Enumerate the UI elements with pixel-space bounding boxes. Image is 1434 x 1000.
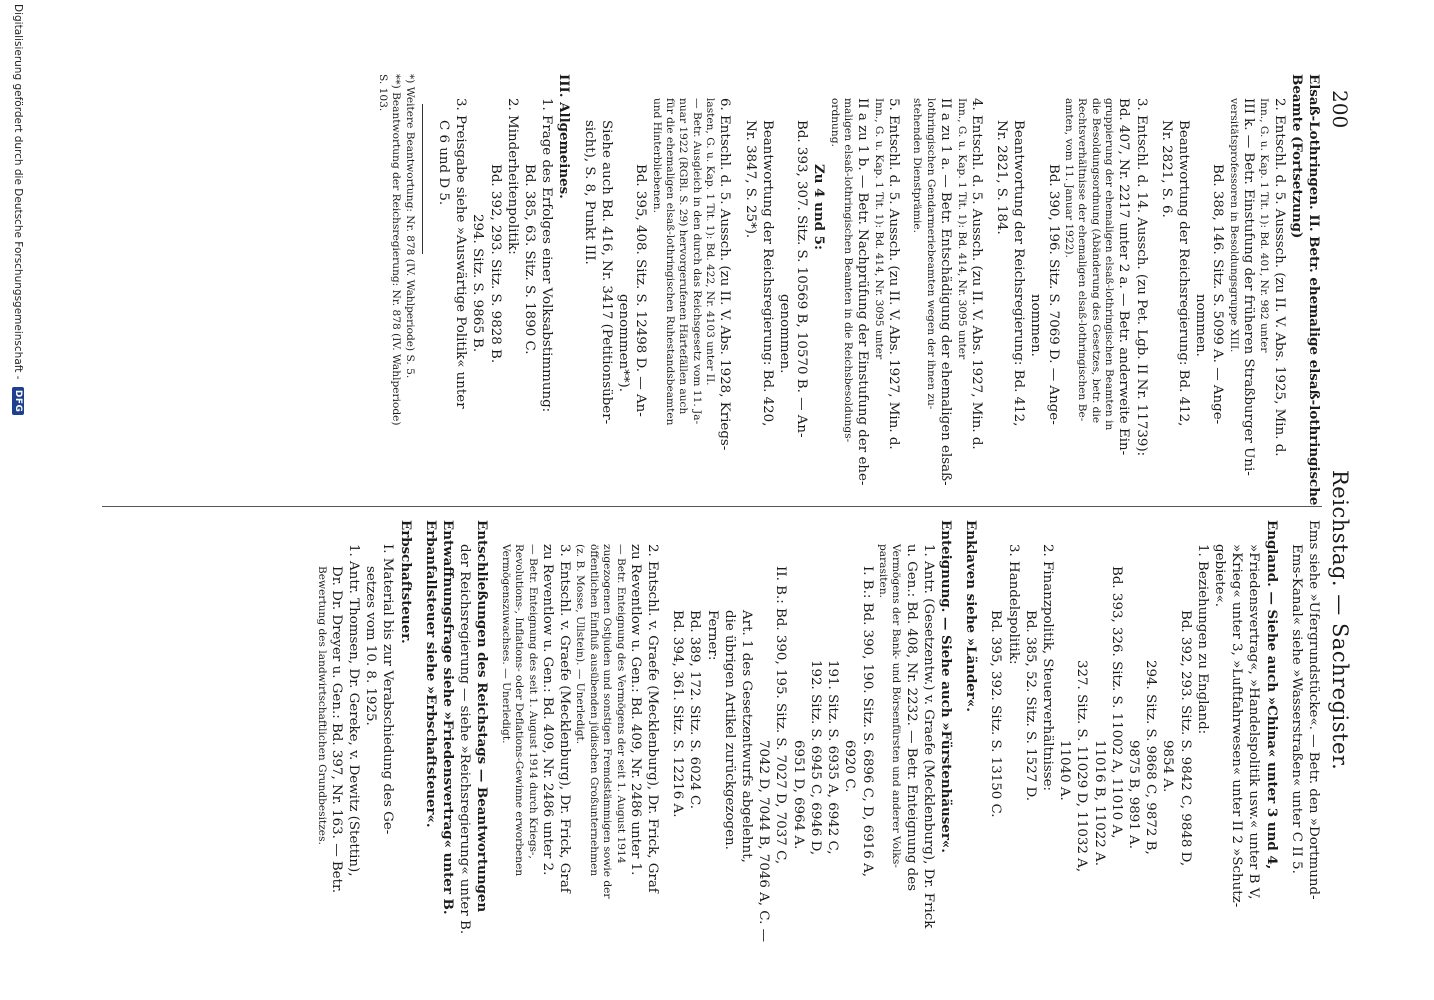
right-line: Bd. 393, 326. Sitz. S. 11002 A, 11010 A, bbox=[1108, 566, 1124, 839]
left-line: 294. Sitz. S. 9865 B. bbox=[470, 214, 486, 353]
left-line: Bd. 393, 307. Sitz. S. 10569 B, 10570 B. — An- bbox=[794, 120, 810, 438]
left-line: 2. Entschl. d. 5. Ausssch. (zu II. V. Abs. 1925, Min. d. bbox=[1271, 98, 1287, 457]
left-line: Inn., G. u. Kap. 1 Tit. 1): Bd. 414, Nr. 3095 unter bbox=[872, 98, 885, 360]
right-line: — Betr. Enteignung des seit 1. August 1914 durch Kriegs-, bbox=[526, 544, 539, 859]
right-line: Bewertung des landwirtschaftlichen Grundbesitzes. bbox=[315, 566, 328, 845]
right-line: 294. Sitz. S. 9868 C, 9872 B, bbox=[1143, 660, 1159, 855]
right-line: zu Reventlow u. Gen.: Bd. 409, Nr. 2486 unter 2. bbox=[539, 544, 555, 876]
right-line: — Betr. Enteignung des Vermögens der seit 1. August 1914 bbox=[614, 544, 627, 864]
right-line: 192. Sitz. S. 6945 C, 6946 D, bbox=[807, 660, 823, 856]
left-line: Beantwortung der Reichsregierung: Bd. 420, bbox=[759, 120, 775, 427]
left-line: Bd. 390, 196. Sitz. S. 7069 D. — Ange- bbox=[1045, 164, 1061, 425]
right-line bbox=[954, 520, 962, 960]
right-line: Bd. 389, 172. Sitz. S. 6024 C. bbox=[687, 610, 703, 810]
right-line: 9875 B, 9891 A. bbox=[1125, 740, 1141, 849]
right-line: 3. Handelspolitik: bbox=[1005, 544, 1021, 665]
left-line: ordnung. bbox=[828, 98, 841, 147]
left-line: Nr. 2821, S. 184. bbox=[993, 120, 1009, 235]
left-line: II a zu 1 b. — Betr. Nachprüfung der Einstufung der ehe- bbox=[855, 98, 871, 486]
left-line bbox=[733, 74, 741, 514]
left-line: Beamte (Fortsetzung) bbox=[1288, 74, 1305, 239]
left-line: Inn., G. u. Kap. 1 Tit. 1): Bd. 401, Nr. 982 unter bbox=[1258, 98, 1271, 353]
right-line: 9854 A. bbox=[1160, 740, 1176, 793]
right-line: (z. B. Mosse, Ullstein). — Unerledigt. bbox=[574, 544, 587, 745]
left-line: Elsaß-Lothringen. II. Betr. ehemalige elsaß-lothringische bbox=[1306, 74, 1322, 506]
right-line: 1. Antr. (Gesetzentw.) v. Graefe (Mecklenburg), Dr. Frick bbox=[920, 544, 936, 929]
left-line bbox=[1150, 74, 1158, 514]
left-line: sicht), S. 8, Punkt III. bbox=[581, 120, 597, 265]
right-line: u. Gen.: Bd. 408, Nr. 2232. — Betr. Enteignung des bbox=[903, 544, 919, 892]
left-line: Inn., G. u. Kap. 1 Tit. 1): Bd. 414, Nr. 3095 unter bbox=[955, 98, 968, 360]
right-line: Entwaffnungsfrage siehe »Friedensvertrag« unter B. bbox=[440, 520, 457, 915]
right-line: die übrigen Artikel zurückgezogen. bbox=[721, 610, 737, 850]
right-line: 6920 C. bbox=[842, 740, 858, 793]
right-line: Bd. 394, 361. Sitz. S. 12216 A. bbox=[670, 610, 686, 818]
digitization-credit bbox=[12, 4, 24, 415]
right-line: Bd. 385, 52. Sitz. S. 1527 D. bbox=[1022, 610, 1038, 802]
right-line: setzes vom 10. 8. 1925. bbox=[363, 566, 379, 726]
footnote: **) Beantwortung der Reichsregierung: Nr. 878 (IV. Wahlperiode) bbox=[390, 74, 403, 426]
left-line: Siehe auch Bd. 416, Nr. 3417 (Petitionsüber- bbox=[598, 120, 614, 425]
right-line: zu Reventlow u. Gen.: Bd. 409, Nr. 2486 unter 1. bbox=[627, 544, 643, 876]
right-line: parasiten. bbox=[876, 544, 889, 599]
right-line bbox=[979, 520, 987, 960]
page-header bbox=[1324, 90, 1358, 950]
right-line: 11016 B, 11022 A. bbox=[1091, 740, 1107, 866]
left-line: Nr. 3847, S. 25*). bbox=[742, 120, 758, 239]
right-line: Bd. 395, 392. Sitz. S. 13150 C. bbox=[988, 610, 1004, 818]
right-line bbox=[414, 520, 422, 960]
footnote-rule bbox=[422, 104, 423, 254]
left-line: 2. Minderheitenpolitik: bbox=[504, 98, 520, 255]
left-line bbox=[902, 74, 910, 514]
left-line: 6. Entschl. d. 5. Aussch. (zu II. V. Abs. 1928, Kriegs- bbox=[717, 98, 733, 451]
right-line: Bd. 392, 293. Sitz. S. 9842 C, 9848 D, bbox=[1177, 610, 1193, 867]
left-line: C 6 und D 5. bbox=[435, 120, 451, 206]
left-line: nuar 1922 (RGBl. S. 29) hervorgerufenen Härtefällen auch bbox=[677, 98, 690, 415]
right-line: »Friedensvertrag«, »Handelspolitik usw.« unter B V, bbox=[1246, 544, 1262, 900]
right-line: 1. Beziehungen zu England: bbox=[1194, 544, 1210, 735]
left-line: Rechtsverhältnisse der ehemaligen elsaß-lothringischen Be- bbox=[1076, 98, 1089, 422]
right-line: 2. Entschl. v. Graefe (Mecklenburg), Dr. Frick, Graf bbox=[645, 544, 661, 893]
left-line: Beantwortung der Reichsregierung: Bd. 412, bbox=[1175, 120, 1191, 427]
right-line: Vermögens der Bank- und Börsenfürsten und anderer Volks- bbox=[890, 544, 903, 868]
left-line: Bd. 385, 63. Sitz. S. 1890 C. bbox=[522, 164, 537, 355]
right-line: England. — Siehe auch »China« unter 3 und 4, bbox=[1263, 520, 1280, 870]
left-line: Beantwortung der Reichsregierung: Bd. 412, bbox=[1011, 120, 1027, 427]
left-line: genommen**). bbox=[616, 294, 632, 392]
footnote: S. 103. bbox=[376, 74, 389, 112]
right-line: 7042 D, 7044 B, 7046 A, C. — bbox=[756, 740, 772, 942]
running-title: Reichstag. — Sachregister. bbox=[1328, 470, 1352, 771]
left-line: II a zu 1 a. — Betr. Entschädigung der ehemaligen elsaß- bbox=[938, 98, 954, 486]
right-line bbox=[661, 520, 669, 960]
right-line: Vermögenszuwachses. — Unerledigt. bbox=[499, 544, 512, 744]
left-line: die Besoldungsordnung (Abänderung des Gesetzes, betr. die bbox=[1089, 98, 1102, 424]
right-line: Revolutions-, Inflations- oder Deflations-Gewinne erworbenen bbox=[513, 544, 526, 877]
dfg-logo: DFG bbox=[12, 387, 24, 416]
left-line: für die ehemaligen elsaß-lothringischen Ruhestandsbeamten bbox=[664, 98, 677, 426]
footnote: *) Weitere Beantwortung: Nr. 878 (IV. Wahlperiode) S. 5. bbox=[403, 74, 416, 379]
left-line: 3. Entschl. d. 14. Aussch. (zu Pet. Lgb. II Nr. 11739): bbox=[1133, 98, 1149, 457]
right-line: der Reichsregierung — siehe »Reichsregierung« unter B. bbox=[457, 544, 473, 935]
left-line: stehenden Dienstprämie. bbox=[911, 98, 924, 234]
left-line: Bd. 392, 293. Sitz. S. 9828 B. bbox=[487, 164, 503, 364]
left-line bbox=[572, 74, 580, 514]
left-line: versitätsprofessoren in Besoldungsgruppe XIII. bbox=[1227, 98, 1240, 353]
left-line: 5. Entschl. d. 5. Aussch. (zu II. V. Abs. 1927, Min. d. bbox=[886, 98, 902, 450]
left-line: III. Allgemeines. bbox=[556, 74, 573, 199]
left-line bbox=[985, 74, 993, 514]
right-line: Ems-Kanal« siehe »Wasserstraßen« unter C II 5. bbox=[1288, 544, 1304, 874]
right-line bbox=[1280, 520, 1288, 960]
left-line: und Hinterbliebenen. bbox=[650, 98, 663, 213]
left-line: gruppierung der ehemaligen elsaß-lothringischen Beamten in bbox=[1103, 98, 1116, 431]
column-divider bbox=[102, 506, 1322, 507]
right-line: Ems siehe »Ufergrundstücke«. — Betr. den »Dortmund- bbox=[1306, 520, 1321, 900]
right-line: 2. Finanzpolitik, Steuerverhältnisse: bbox=[1039, 544, 1055, 792]
left-line: Bd. 395, 408. Sitz. S. 12498 D. — An- bbox=[633, 164, 649, 417]
right-line: Dr. Dr. Dreyer u. Gen.: Bd. 397, Nr. 163. — Betr. bbox=[328, 566, 344, 894]
right-line: Erbschaftsteuer. bbox=[397, 520, 414, 644]
left-line: Zu 4 und 5: bbox=[811, 164, 828, 250]
right-line: Enteignung. — Siehe auch »Fürstenhäuser«. bbox=[937, 520, 954, 853]
right-line: I. B.: Bd. 390, 190. Sitz. S. 6896 C, D, 6916 A, bbox=[859, 566, 875, 877]
left-line: Bd. 388, 146. Sitz. S. 5099 A. — Ange- bbox=[1210, 164, 1226, 425]
left-line: III k. — Betr. Einstufung der früheren Straßburger Uni- bbox=[1240, 98, 1256, 476]
right-line: Erbanfallsteuer siehe »Erbschaftsteuer«. bbox=[422, 520, 439, 828]
right-line: I. Material bis zur Verabschiedung des Ge- bbox=[380, 544, 396, 835]
right-line bbox=[490, 520, 498, 960]
right-line: 6951 D, 6964 A. bbox=[790, 740, 806, 850]
right-line: 11040 A. bbox=[1057, 740, 1073, 801]
right-line: zugezogenen Ostjuden und sonstigen Fremdstämmigen sowie der bbox=[601, 544, 614, 899]
right-line: gebiete«. bbox=[1211, 544, 1227, 608]
right-line: Entschließungen des Reichstags — Beantwortungen bbox=[474, 520, 491, 913]
left-line: amten, vom 11. Januar 1922). bbox=[1062, 98, 1075, 258]
left-line: genommen. bbox=[777, 294, 793, 374]
right-line: öffentlichen Einfluß ausübenden jüdischen Großunternehmen bbox=[587, 544, 600, 877]
credit-text: Digitalisierung gefördert durch die Deutsche Forschungsgemeinschaft - bbox=[12, 4, 24, 380]
left-line: Nr. 2821, S. 6. bbox=[1158, 120, 1174, 218]
right-line: »Krieg« unter 3, »Luftfahrwesen« unter II 2 »Schutz- bbox=[1229, 544, 1245, 908]
right-line: Art. 1 des Gesetzentwurfs abgelehnt, bbox=[739, 610, 755, 863]
right-line: 327. Sitz. S. 11029 D, 11032 A, bbox=[1074, 660, 1090, 873]
page-number: 200 bbox=[1328, 90, 1352, 129]
right-line: Enklaven siehe »Länder«. bbox=[963, 520, 980, 712]
right-line: II. B.: Bd. 390, 195. Sitz. S. 7027 D, 7037 C, bbox=[773, 566, 789, 865]
left-column bbox=[376, 74, 1322, 514]
right-column bbox=[314, 520, 1322, 960]
right-line: 1. Antr. Thomsen, Dr. Gereke, v. Dewitz (Stettin), bbox=[346, 544, 361, 877]
left-line: 4. Entschl. d. 5. Aussch. (zu II. V. Abs. 1927, Min. d. bbox=[968, 98, 984, 450]
left-line: nommen. bbox=[1028, 294, 1044, 357]
left-line: Bd. 407, Nr. 2217 unter 2 a. — Betr. anderweite Ein- bbox=[1116, 98, 1132, 456]
left-line: — Betr. Ausgleich in den durch das Reichsgesetz vom 11. Ja- bbox=[690, 98, 703, 425]
right-line: Ferner: bbox=[704, 610, 720, 661]
left-line: 3. Preisgabe siehe »Auswärtige Politik« unter bbox=[453, 98, 469, 409]
left-line: lothringischen Gendarmeriebeamten wegen der ihnen zu- bbox=[924, 98, 937, 410]
right-line: 3. Entschl. v. Graefe (Mecklenburg), Dr. Frick, Graf bbox=[557, 544, 573, 893]
left-line: 1. Frage des Erfolges einer Volksabstimmung: bbox=[539, 98, 555, 413]
left-line: nommen. bbox=[1193, 294, 1209, 357]
left-line: lasten, G. u. Kap. 1 Tit. 1): Bd. 422, Nr. 4103 unter II. bbox=[704, 98, 717, 386]
right-line: 191. Sitz. S. 6935 A, 6942 C, bbox=[825, 660, 841, 855]
left-line: maligen elsaß-lothringischen Beamten in die Reichsbesoldungs- bbox=[842, 98, 855, 443]
